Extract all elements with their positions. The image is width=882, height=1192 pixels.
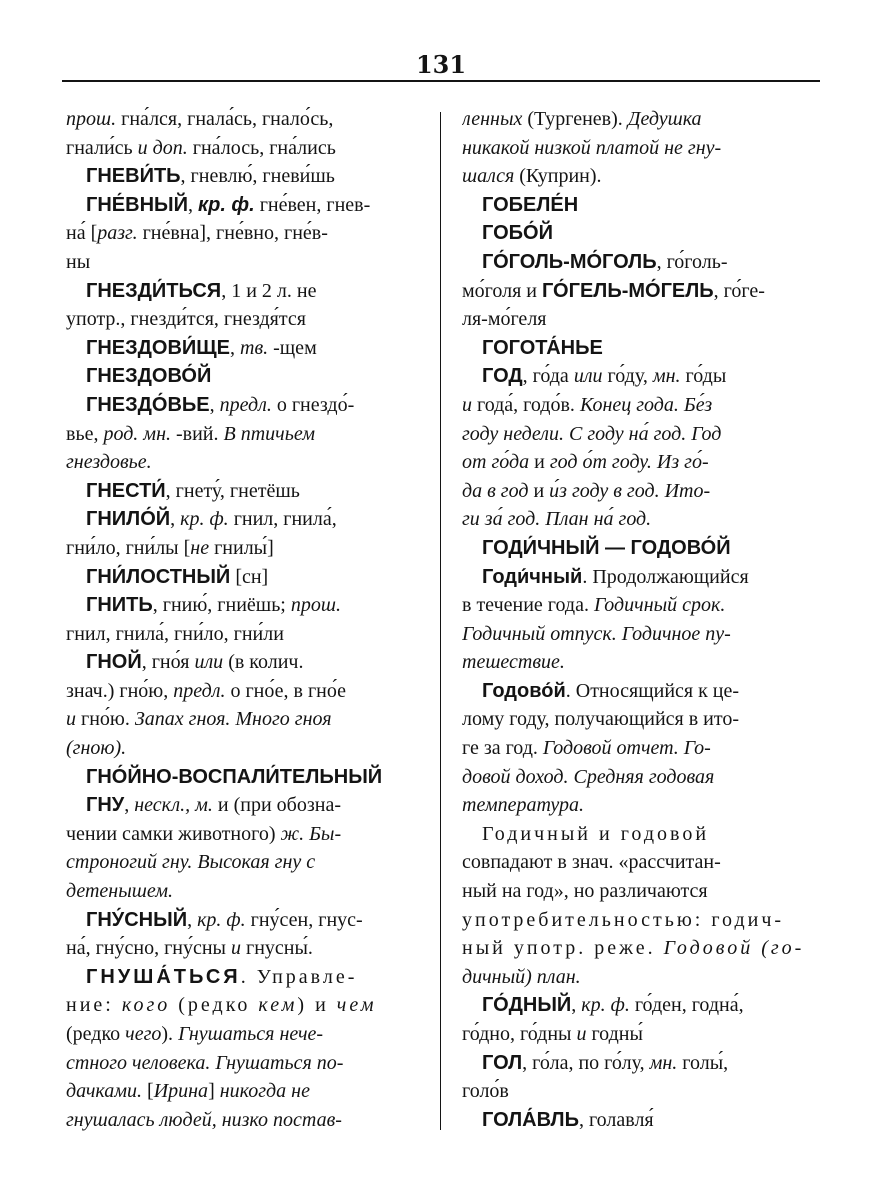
text-segment: вье, <box>66 422 104 445</box>
headword: ГНОЙ <box>86 651 142 674</box>
text-segment: , <box>571 994 582 1017</box>
italic-text: кр. ф. <box>581 994 630 1017</box>
italic-text: и́з году в год. Ито- <box>549 479 711 502</box>
text-line <box>462 620 817 649</box>
text-segment: ля-мо́геля <box>462 308 547 331</box>
headword: ГНО́ЙНО-ВОСПАЛИ́ТЕЛЬНЫЙ <box>86 765 383 788</box>
headword: ГНЕЗДОВИ́ЩЕ <box>86 336 230 359</box>
text-segment: , го́да <box>522 365 574 388</box>
italic-text: и <box>576 1023 587 1045</box>
text-line <box>66 420 421 449</box>
italic-text: В птичьем <box>223 422 315 445</box>
text-segment: гнилы́] <box>209 536 274 559</box>
text-segment: лому году, получающийся в ито- <box>462 708 740 731</box>
headword: ГНИТЬ <box>86 594 153 617</box>
text-line <box>66 105 421 134</box>
text-line <box>462 705 817 734</box>
text-segment: , гнию́, гниёшь; <box>152 594 291 617</box>
italic-text: да в год <box>462 479 529 502</box>
italic-text: Гнушаться нече- <box>178 1023 324 1045</box>
headword: ГНИ́ЛОСТНЫЙ <box>86 565 231 588</box>
italic-text: дачками. <box>66 1080 143 1103</box>
text-line <box>66 934 421 963</box>
text-line <box>66 563 421 592</box>
text-segment: , го́голь- <box>656 250 728 273</box>
text-line <box>66 162 421 191</box>
text-line <box>462 791 817 820</box>
headword: ГНУ <box>86 794 125 817</box>
italic-text: и <box>66 708 76 731</box>
headword: Годи́чный <box>482 565 583 588</box>
italic-text: нескл., м. <box>134 794 213 817</box>
text-line <box>462 219 817 248</box>
text-line <box>462 591 817 620</box>
italic-text: мн. <box>652 365 681 388</box>
text-line <box>462 191 817 220</box>
text-segment: совпадают в знач. «рассчитан- <box>462 851 721 874</box>
text-segment: гнил, гнила́, <box>228 508 337 531</box>
italic-text: от го́да <box>462 451 530 474</box>
text-line <box>462 877 817 906</box>
text-segment: употр., гнезди́тся, гнездя́тся <box>66 308 306 331</box>
text-line <box>66 477 421 506</box>
text-segment: гнусны́. <box>241 937 313 960</box>
text-line <box>66 620 421 649</box>
text-segment: (редко <box>170 994 259 1017</box>
text-segment: гнали́сь <box>66 136 138 159</box>
text-segment: [ <box>142 1080 154 1103</box>
text-segment: , <box>187 193 198 216</box>
text-segment: . Относящийся к це- <box>565 679 740 702</box>
headword: ГНЕ́ВНЫЙ <box>86 193 188 216</box>
text-segment: , 1 и 2 л. не <box>221 279 317 302</box>
text-segment: -вий. <box>171 422 224 445</box>
text-line <box>66 534 421 563</box>
text-line <box>462 648 817 677</box>
text-segment: на́, гну́сно, гну́сны <box>66 937 231 960</box>
italic-text: тв. <box>240 336 269 359</box>
italic-text: тешествие. <box>462 651 565 674</box>
text-segment: го́ду, <box>602 365 653 388</box>
text-segment: гне́вен, гнев- <box>254 193 371 216</box>
text-line <box>66 277 421 306</box>
text-segment: (редко <box>66 1023 126 1045</box>
text-segment: знач.) гно́ю, <box>66 679 174 702</box>
text-segment: гна́лся, гнала́сь, гнало́сь, <box>116 108 334 130</box>
text-segment: ны <box>66 250 91 273</box>
text-line <box>462 991 817 1020</box>
headword: ГО́ДНЫЙ <box>482 994 572 1017</box>
italic-text: и доп. <box>137 136 188 159</box>
headword: ГНЕВИ́ТЬ <box>86 165 181 188</box>
text-line <box>66 248 421 277</box>
text-segment: употребительностью: годич- <box>462 908 785 931</box>
header-rule <box>62 80 820 82</box>
text-line <box>462 1049 817 1078</box>
headword: ГОДИ́ЧНЫЙ — ГОДОВО́Й <box>482 536 731 559</box>
headword: ГО́ГЕЛЬ-МО́ГЕЛЬ <box>541 279 714 302</box>
italic-text: или <box>194 651 224 674</box>
italic-text: не <box>190 536 210 559</box>
headword: Годово́й <box>482 679 566 702</box>
text-segment: , гно́я <box>141 651 195 674</box>
headword: ГОД <box>482 365 523 388</box>
text-segment: (Тургенев). <box>522 108 628 130</box>
headword: ГНЕЗДОВО́Й <box>86 365 212 388</box>
italic-text: гнушалась людей, низко постав- <box>66 1108 342 1131</box>
italic-text: (гною). <box>66 737 127 760</box>
italic-text: Запах гноя. Много гноя <box>134 708 332 731</box>
text-line <box>66 734 421 763</box>
text-segment: гну́сен, гнус- <box>245 908 363 931</box>
text-segment: мо́голя и <box>462 279 542 302</box>
italic-text: и <box>231 937 241 960</box>
text-segment: го́ден, годна́, <box>629 994 744 1017</box>
text-line <box>462 763 817 792</box>
text-segment: голы́, <box>677 1051 729 1074</box>
italic-text: Дедушка <box>627 108 702 130</box>
italic-text: мн. <box>649 1051 678 1074</box>
text-segment: и <box>528 479 550 502</box>
text-line <box>66 505 421 534</box>
italic-text: шался <box>462 165 515 188</box>
page-number: 131 <box>415 50 467 79</box>
text-line <box>66 305 421 334</box>
text-segment: ). <box>161 1023 179 1045</box>
headword: ГО́ГОЛЬ-МО́ГОЛЬ <box>482 250 657 273</box>
text-segment: , го́ла, по го́лу, <box>522 1051 650 1074</box>
text-line <box>66 591 421 620</box>
text-line <box>66 677 421 706</box>
text-line <box>66 848 421 877</box>
text-line <box>462 334 817 363</box>
italic-text: довой доход. Средняя годовая <box>462 765 715 788</box>
headword: ГНЕСТИ́ <box>86 479 166 502</box>
text-segment: и <box>529 451 550 474</box>
text-segment: . Управле- <box>240 965 358 988</box>
text-line <box>66 820 421 849</box>
text-segment: , гневлю́, гневи́шь <box>180 165 335 188</box>
left-column <box>66 105 421 1134</box>
text-segment: года́, годо́в. <box>472 393 580 416</box>
italic-text: прош. <box>66 108 117 130</box>
headword: ГНУ́СНЫЙ <box>86 908 188 931</box>
text-line <box>66 906 421 935</box>
italic-text: Годовой (го- <box>663 937 805 960</box>
text-line <box>462 677 817 706</box>
italic-text: предл. <box>173 679 226 702</box>
text-segment: ] <box>208 1080 220 1103</box>
headword: ГОГОТА́НЬЕ <box>482 336 603 359</box>
italic-text: никакой низкой платой не гну- <box>462 136 722 159</box>
text-line <box>462 1106 817 1135</box>
text-line <box>462 1077 817 1106</box>
text-line <box>462 906 817 935</box>
text-line <box>66 134 421 163</box>
italic-text: чего <box>125 1023 162 1045</box>
italic-text: стного человека. Гнушаться по- <box>66 1051 344 1074</box>
text-line <box>462 534 817 563</box>
text-line <box>462 248 817 277</box>
text-segment: в течение года. <box>462 594 594 617</box>
text-line <box>462 563 817 592</box>
italic-text: дичный) план. <box>462 965 581 988</box>
italic-text: Годичный срок. <box>593 594 726 617</box>
text-line <box>462 820 817 849</box>
text-line <box>66 191 421 220</box>
text-segment: годны́ <box>586 1023 643 1045</box>
text-segment: о гнездо́- <box>271 393 355 416</box>
text-line <box>66 877 421 906</box>
text-line <box>462 277 817 306</box>
text-line <box>66 763 421 792</box>
text-line <box>66 334 421 363</box>
text-line <box>66 648 421 677</box>
italic-text: кр. ф. <box>180 508 229 531</box>
italic-text: или <box>573 365 603 388</box>
text-segment: о гно́е, в гно́е <box>225 679 346 702</box>
text-segment: , го́ге- <box>713 279 765 302</box>
text-segment: го́ды <box>680 365 727 388</box>
text-segment: [сн] <box>230 565 269 588</box>
text-segment: го́дно, го́дны <box>462 1023 577 1045</box>
text-segment: -щем <box>268 336 317 359</box>
italic-text: Годичный отпуск. Годичное пу- <box>462 622 731 645</box>
headword: ГНЕЗДИ́ТЬСЯ <box>86 279 222 302</box>
text-segment: ный на год», но различаются <box>462 880 708 903</box>
italic-text: никогда не <box>219 1080 310 1103</box>
italic-text: кем <box>258 994 298 1017</box>
headword: ГОБО́Й <box>482 222 553 245</box>
text-line <box>66 1106 421 1135</box>
italic-text: разг. <box>97 222 138 245</box>
headword: кр. ф. <box>197 193 255 216</box>
text-line <box>66 391 421 420</box>
text-line <box>66 963 421 992</box>
italic-text: ленных <box>462 108 523 130</box>
text-line <box>462 477 817 506</box>
text-segment: , <box>170 508 181 531</box>
text-line <box>66 362 421 391</box>
headword: ГНУША́ТЬСЯ <box>86 965 241 988</box>
text-segment: (в колич. <box>223 651 304 674</box>
headword: ГНЕЗДО́ВЬЕ <box>86 393 210 416</box>
italic-text: гнездовье. <box>66 451 152 474</box>
text-line <box>462 391 817 420</box>
right-column <box>462 105 817 1134</box>
italic-text: году недели. С году на́ год. Год <box>462 422 722 445</box>
text-segment: гни́ло, гни́лы [ <box>66 536 191 559</box>
italic-text: род. мн. <box>103 422 171 445</box>
italic-text: предл. <box>219 393 272 416</box>
text-segment: , <box>124 794 135 817</box>
text-line <box>462 105 817 134</box>
italic-text: и <box>462 393 472 416</box>
text-segment: и (при обозна- <box>212 794 341 817</box>
text-segment: гне́вна], гне́вно, гне́в- <box>137 222 328 245</box>
text-line <box>462 162 817 191</box>
text-line <box>462 963 817 992</box>
text-segment: на́ [ <box>66 222 98 245</box>
text-line <box>462 1020 817 1049</box>
text-line <box>462 134 817 163</box>
text-segment: . Продолжающийся <box>582 565 749 588</box>
italic-text: Годовой отчет. Го- <box>542 737 711 760</box>
text-segment: ге за год. <box>462 737 543 760</box>
text-segment: , гнету́, гнетёшь <box>165 479 300 502</box>
text-line <box>66 219 421 248</box>
text-segment: гно́ю. <box>76 708 135 731</box>
text-line <box>462 420 817 449</box>
column-divider <box>440 112 441 1130</box>
text-segment: , голавля́ <box>578 1108 654 1131</box>
italic-text: Конец года. Бе́з <box>579 393 713 416</box>
text-line <box>66 1049 421 1078</box>
text-line <box>462 934 817 963</box>
headword: ГОЛ <box>482 1051 523 1074</box>
italic-text: кр. ф. <box>197 908 246 931</box>
text-line <box>66 991 421 1020</box>
italic-text: детенышем. <box>66 880 174 903</box>
italic-text: кого <box>121 994 171 1017</box>
text-segment: гна́лось, гна́лись <box>187 136 336 159</box>
headword: ГНИЛО́Й <box>86 508 171 531</box>
text-line <box>462 305 817 334</box>
text-segment: , <box>187 908 198 931</box>
text-line <box>462 848 817 877</box>
text-segment: голо́в <box>462 1080 509 1103</box>
text-line <box>66 791 421 820</box>
text-line <box>66 1077 421 1106</box>
text-line <box>66 1020 421 1049</box>
text-segment: чении самки животного) <box>66 822 281 845</box>
text-segment: (Куприн). <box>514 165 602 188</box>
italic-text: чем <box>336 994 377 1017</box>
text-segment: Годичный и годовой <box>482 822 710 845</box>
text-line <box>462 505 817 534</box>
text-line <box>462 734 817 763</box>
italic-text: температура. <box>462 794 585 817</box>
text-line <box>66 448 421 477</box>
text-segment: , <box>230 336 240 359</box>
headword: ГОЛА́ВЛЬ <box>482 1108 579 1131</box>
text-segment: ние: <box>66 994 122 1017</box>
text-segment: ) и <box>297 994 337 1017</box>
headword: ГОБЕЛЕ́Н <box>482 193 579 216</box>
text-line <box>462 448 817 477</box>
text-line <box>462 362 817 391</box>
text-segment: ный употр. реже. <box>462 937 664 960</box>
italic-text: строногий гну. Высокая гну с <box>66 851 316 874</box>
text-segment: гнил, гнила́, гни́ло, гни́ли <box>66 622 284 645</box>
italic-text: год о́т году. Из го́- <box>549 451 709 474</box>
italic-text: ж. Бы- <box>280 822 342 845</box>
text-line <box>66 705 421 734</box>
italic-text: ги за́ год. План на́ год. <box>462 508 652 531</box>
italic-text: прош. <box>290 594 341 617</box>
italic-text: Ирина <box>153 1080 209 1103</box>
text-segment: , <box>209 393 220 416</box>
